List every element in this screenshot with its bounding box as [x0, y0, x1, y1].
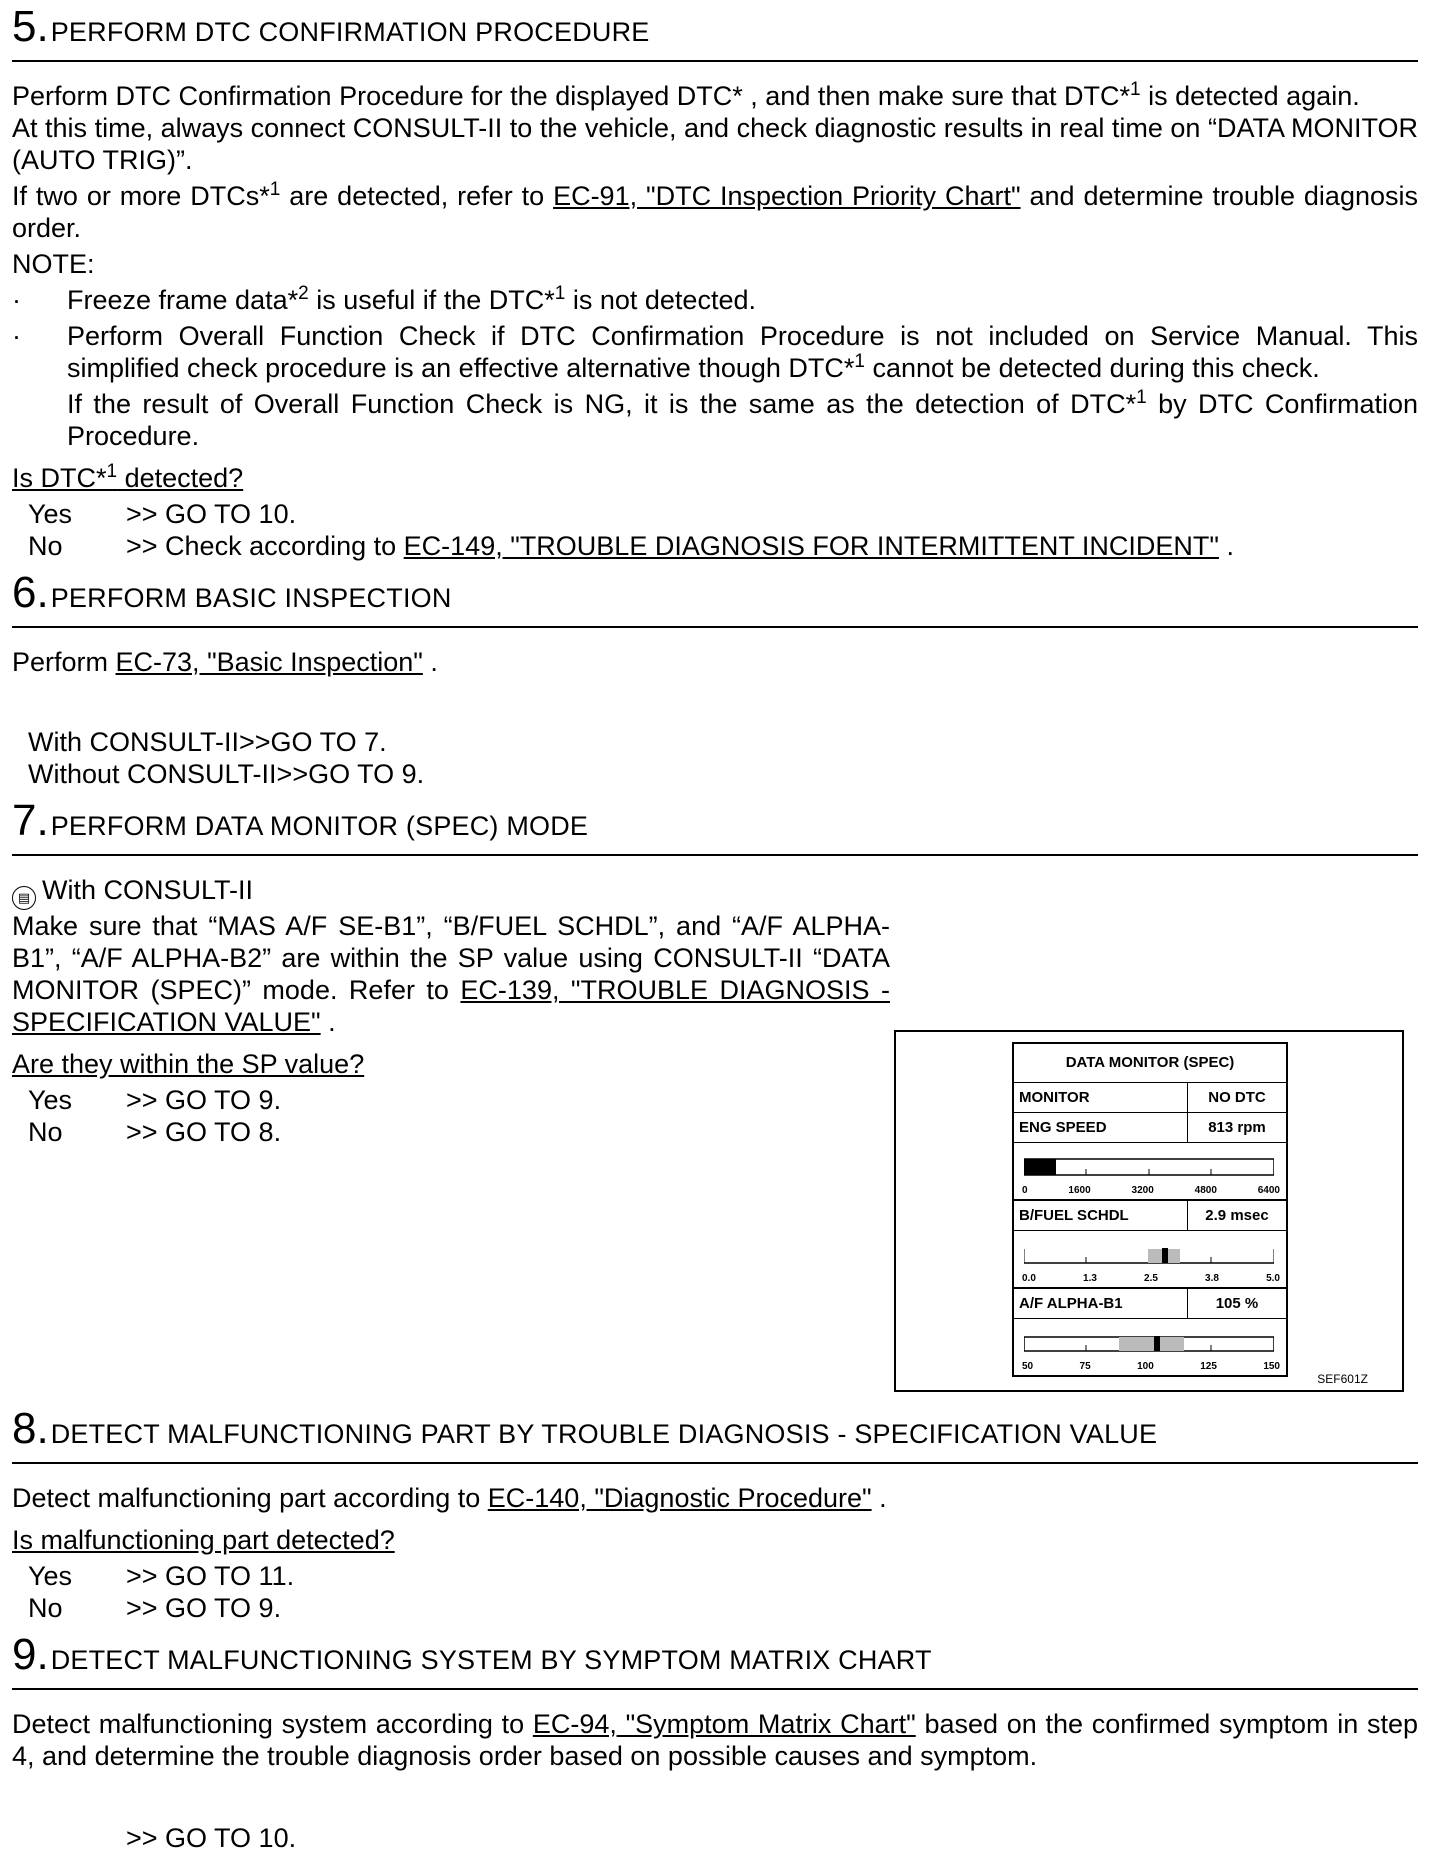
fig-row-eng-speed: ENG SPEED 813 rpm [1014, 1113, 1286, 1143]
bullet-freeze-frame: · Freeze frame data*$^2$ is useful if the DTC*$^1$ is not detected. [12, 283, 756, 315]
step8-yes: Yes >> GO TO 11. [28, 1561, 295, 1591]
step9-header [12, 1632, 1418, 1690]
step5-title: PERFORM DTC CONFIRMATION PROCEDURE [50, 17, 650, 47]
step5-para1: Perform DTC Confirmation Procedure for the displayed DTC* , and then make sure that DTC*$^1$ is detected again. [12, 79, 1360, 111]
step6-para: Perform EC-73, "Basic Inspection" . [12, 647, 438, 677]
step8-header [12, 1406, 1418, 1464]
step6-number: 6. [12, 568, 49, 617]
step8-question: Is malfunctioning part detected? [12, 1525, 395, 1555]
step5-number: 5. [12, 2, 49, 51]
step9-para: Detect malfunctioning system according to EC-94, "Symptom Matrix Chart" based on the confirmed symptom in step 4, and determine the trouble diagnosis order based on possible causes and symptom. [12, 1709, 1418, 1771]
gauge-af-alpha: 50 75 100 125 150 [1014, 1319, 1286, 1375]
step9-number: 9. [12, 1630, 49, 1679]
link-ec94[interactable]: EC-94, "Symptom Matrix Chart" [532, 1709, 916, 1739]
gauge-fuel-schdl: 0.0 1.3 2.5 3.8 5.0 [1014, 1231, 1286, 1288]
link-ec91[interactable]: EC-91, "DTC Inspection Priority Chart" [553, 181, 1021, 211]
data-monitor-screen [1012, 1042, 1288, 1377]
consult-icon: ▤ [12, 886, 36, 910]
step5-para2: At this time, always connect CONSULT-II to the vehicle, and check diagnostic results in real time on “DATA MONITOR (AUTO TRIG)”. [12, 113, 1418, 175]
step9-title: DETECT MALFUNCTIONING SYSTEM BY SYMPTOM MATRIX CHART [50, 1645, 932, 1675]
step6-header [12, 570, 1418, 628]
fig-row-af-alpha: A/F ALPHA-B1 105 % [1014, 1288, 1286, 1319]
step6-result2: Without CONSULT-II>>GO TO 9. [28, 759, 425, 789]
step5-question: Is DTC*$^1$ detected? [12, 461, 244, 493]
step7-number: 7. [12, 796, 49, 845]
step8-number: 8. [12, 1404, 49, 1453]
fig-row-monitor: MONITOR NO DTC [1014, 1083, 1286, 1113]
step9-result: >> GO TO 10. [126, 1823, 297, 1853]
step5-para3: If two or more DTCs*$^1$ are detected, refer to EC-91, "DTC Inspection Priority Chart" and determine trouble diagnosis order. [12, 179, 1418, 243]
figure-code: SEF601Z [1317, 1372, 1368, 1386]
step5-yes: Yes >> GO TO 10. [28, 499, 297, 529]
link-ec140[interactable]: EC-140, "Diagnostic Procedure" [487, 1483, 872, 1513]
step6-result1: With CONSULT-II>>GO TO 7. [28, 727, 387, 757]
step7-yes: Yes >> GO TO 9. [28, 1085, 282, 1115]
step8-title: DETECT MALFUNCTIONING PART BY TROUBLE DIAGNOSIS - SPECIFICATION VALUE [50, 1419, 1158, 1449]
bullet-ng-result: If the result of Overall Function Check is NG, it is the same as the detection of DTC*$^1$ by DTC Confirmation Procedure. [67, 387, 1418, 451]
link-ec139[interactable]: EC-139, "TROUBLE DIAGNOSIS - SPECIFICATION VALUE" [12, 975, 890, 1037]
bullet-overall-function: · Perform Overall Function Check if DTC Confirmation Procedure is not included on Service Manual. This simplified check procedure is an effective alternative though DTC*$^1$ cannot be detected during this check. [12, 321, 1418, 383]
step7-para: Make sure that “MAS A/F SE-B1”, “B/FUEL SCHDL”, and “A/F ALPHA-B1”, “A/F ALPHA-B2” are within the SP value using CONSULT-II “DATA MONITOR (SPEC)” mode. Refer to EC-139, "TROUBLE DIAGNOSIS - SPECIFICATION VALUE" . [12, 911, 890, 1037]
step8-para: Detect malfunctioning part according to EC-140, "Diagnostic Procedure" . [12, 1483, 887, 1513]
step7-header [12, 798, 1418, 856]
step7-title: PERFORM DATA MONITOR (SPEC) MODE [50, 811, 589, 841]
link-ec149[interactable]: EC-149, "TROUBLE DIAGNOSIS FOR INTERMITTENT INCIDENT" [403, 531, 1219, 561]
data-monitor-figure [894, 1030, 1404, 1392]
step7-question: Are they within the SP value? [12, 1049, 365, 1079]
note-label: NOTE: [12, 249, 95, 279]
step5-no: No >> Check according to EC-149, "TROUBLE DIAGNOSIS FOR INTERMITTENT INCIDENT" . [28, 531, 1234, 561]
gauge-eng-speed: 0 1600 3200 4800 6400 [1014, 1143, 1286, 1200]
fig-title: DATA MONITOR (SPEC) [1014, 1044, 1286, 1083]
step5-header [12, 4, 1418, 62]
step7-no: No >> GO TO 8. [28, 1117, 282, 1147]
manual-page-lower [12, 1406, 1418, 1854]
step8-no: No >> GO TO 9. [28, 1593, 282, 1623]
step6-title: PERFORM BASIC INSPECTION [50, 583, 452, 613]
link-ec73[interactable]: EC-73, "Basic Inspection" [115, 647, 423, 677]
step7-with: ▤ With CONSULT-II [12, 874, 890, 910]
fig-row-fuel-schdl: B/FUEL SCHDL 2.9 msec [1014, 1200, 1286, 1231]
manual-page [12, 0, 1418, 1148]
